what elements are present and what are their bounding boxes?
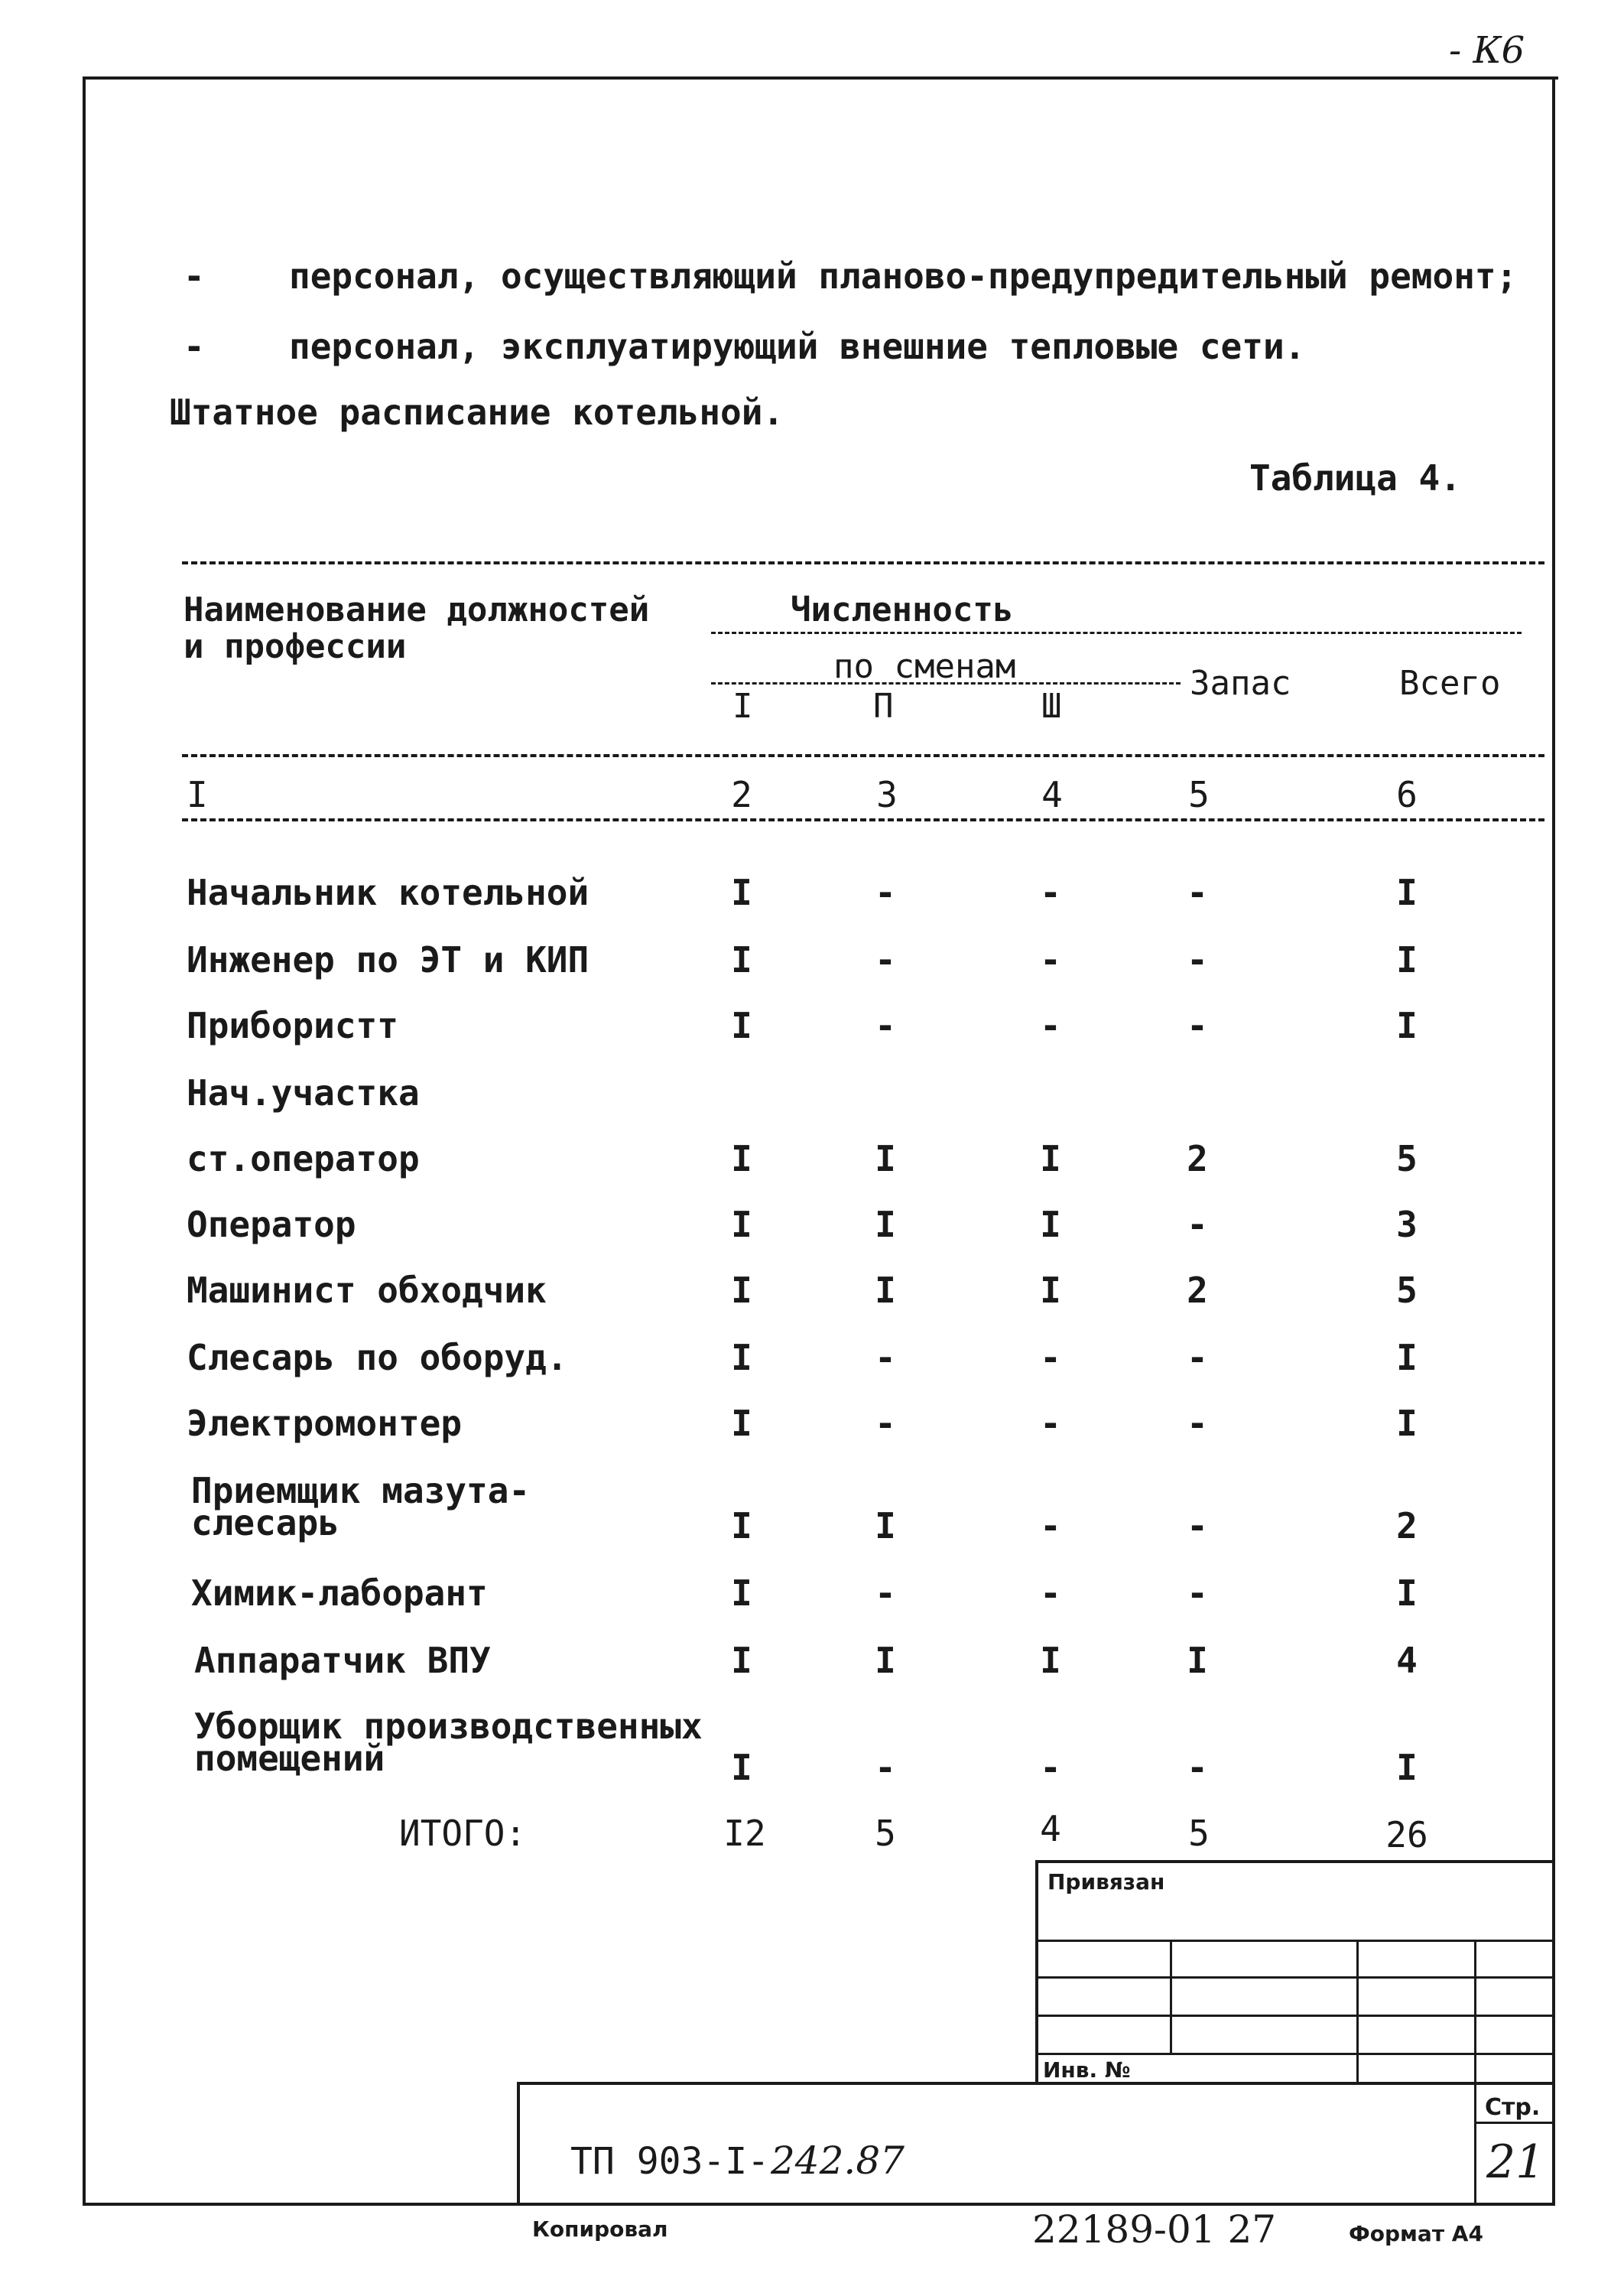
cell-total: I (1396, 1005, 1418, 1046)
total-shift-2: 5 (875, 1813, 896, 1854)
cell-shift-2: - (875, 1572, 896, 1614)
cell-reserve: 2 (1187, 1270, 1208, 1311)
cell-shift-1: I (731, 1640, 752, 1681)
col-number-3: 3 (876, 774, 898, 815)
total-shift-3: 4 (1040, 1808, 1061, 1849)
frame-left (83, 76, 86, 2204)
cell-shift-2: - (875, 1403, 896, 1444)
col-number-5: 5 (1188, 774, 1210, 815)
page-corner-mark: - К6 (1449, 29, 1525, 72)
row-name: Нач.участка (187, 1072, 420, 1114)
cell-shift-2: I (875, 1505, 896, 1546)
cell-reserve: - (1187, 1403, 1208, 1444)
header-col1-line2: и профессии (184, 627, 407, 666)
stamp-left (1035, 1860, 1038, 2082)
row-name: ст.оператор (187, 1138, 420, 1179)
cell-shift-2: - (875, 1747, 896, 1788)
stamp-inv: Инв. № (1043, 2057, 1131, 2083)
frame-right (1552, 76, 1555, 2204)
col-number-rule (182, 818, 1544, 821)
stamp-vgrid-1 (1170, 1940, 1172, 2053)
page-label-divider (1474, 2122, 1552, 2124)
total-reserve: 5 (1188, 1813, 1210, 1854)
footer-format: Формат А4 (1349, 2221, 1483, 2246)
cell-total: 5 (1396, 1138, 1418, 1179)
cell-total: 2 (1396, 1505, 1418, 1546)
cell-reserve: - (1187, 1747, 1208, 1788)
cell-total: 3 (1396, 1204, 1418, 1245)
cell-shift-2: - (875, 939, 896, 981)
bullet-1: - (184, 255, 205, 297)
bullet-2: - (184, 326, 205, 367)
cell-shift-2: I (875, 1640, 896, 1681)
cell-shift-2: I (875, 1138, 896, 1179)
cell-reserve: 2 (1187, 1138, 1208, 1179)
intro-line-2: персонал, эксплуатирующий внешние тепловые сети. (289, 326, 1306, 367)
doc-number-printed: ТП 903-I- (570, 2140, 770, 2183)
stamp-vgrid-3 (1474, 1940, 1476, 2203)
cell-total: I (1396, 939, 1418, 981)
row-name: Химик-лаборант (191, 1572, 488, 1614)
cell-reserve: I (1187, 1640, 1208, 1681)
main-stamp-top (517, 2082, 1552, 2085)
cell-shift-3: - (1040, 1747, 1061, 1788)
col-number-2: 2 (731, 774, 752, 815)
header-shift-3: Ш (1041, 687, 1062, 726)
row-name: Оператор (187, 1204, 356, 1245)
cell-shift-3: - (1040, 1403, 1061, 1444)
header-col1-line1: Наименование должностей (184, 590, 650, 629)
cell-total: I (1396, 1572, 1418, 1614)
cell-total: I (1396, 1337, 1418, 1378)
cell-total: 5 (1396, 1270, 1418, 1311)
row-name: Слесарь по оборуд. (187, 1337, 568, 1378)
cell-shift-1: I (731, 939, 752, 981)
cell-shift-1: I (731, 1505, 752, 1546)
cell-reserve: - (1187, 1005, 1208, 1046)
header-group: Численность (791, 590, 1014, 629)
stamp-vgrid-2 (1356, 1940, 1359, 2082)
page-number: 21 (1486, 2135, 1545, 2189)
row-name: Прибористт (187, 1005, 398, 1046)
footer-kopiroval: Копировал (532, 2216, 668, 2242)
total-total: 26 (1385, 1814, 1428, 1855)
cell-shift-3: - (1040, 1005, 1061, 1046)
col-number-6: 6 (1396, 774, 1418, 815)
cell-reserve: - (1187, 1572, 1208, 1614)
cell-shift-3: - (1040, 939, 1061, 981)
cell-reserve: - (1187, 872, 1208, 913)
header-subgroup: по сменам (833, 647, 1016, 686)
cell-shift-3: I (1040, 1270, 1061, 1311)
cell-shift-1: I (731, 1005, 752, 1046)
row-name: Машинист обходчик (187, 1270, 547, 1311)
cell-total: I (1396, 1403, 1418, 1444)
cell-shift-3: - (1040, 1572, 1061, 1614)
header-subgroup-rule (711, 682, 1181, 685)
header-group-rule (711, 632, 1522, 634)
cell-shift-2: I (875, 1204, 896, 1245)
frame-top (83, 76, 1558, 80)
intro-line-3: Штатное расписание котельной. (170, 392, 784, 433)
row-name-line-1: Приемщик мазута- (191, 1470, 531, 1511)
header-reserve: Запас (1190, 664, 1291, 703)
cell-shift-3: I (1040, 1640, 1061, 1681)
cell-shift-2: - (875, 1005, 896, 1046)
cell-shift-3: - (1040, 872, 1061, 913)
cell-reserve: - (1187, 1337, 1208, 1378)
cell-shift-3: - (1040, 1505, 1061, 1546)
cell-shift-2: - (875, 872, 896, 913)
table-top-rule (182, 561, 1544, 564)
main-stamp-left (517, 2082, 520, 2203)
cell-total: I (1396, 1747, 1418, 1788)
row-name-line-1: Уборщик производственных (194, 1706, 703, 1747)
total-label: ИТОГО: (399, 1813, 527, 1854)
cell-shift-1: I (731, 1204, 752, 1245)
page-label: Стр. (1485, 2094, 1541, 2121)
row-name: Аппаратчик ВПУ (194, 1640, 491, 1681)
cell-shift-1: I (731, 872, 752, 913)
row-name: Инженер по ЭТ и КИП (187, 939, 590, 981)
header-shift-2: П (873, 687, 894, 726)
cell-shift-3: - (1040, 1337, 1061, 1378)
header-bottom-rule (182, 754, 1544, 757)
cell-shift-1: I (731, 1403, 752, 1444)
total-shift-1: I2 (723, 1813, 766, 1854)
cell-shift-1: I (731, 1270, 752, 1311)
intro-line-1: персонал, осуществляющий планово-предупредительный ремонт; (289, 255, 1518, 297)
row-name-line-2: слесарь (191, 1502, 339, 1543)
cell-total: I (1396, 872, 1418, 913)
row-name-line-2: помещений (194, 1738, 385, 1779)
stamp-privyazan: Привязан (1047, 1869, 1165, 1894)
col-number-4: 4 (1041, 774, 1063, 815)
frame-bottom (83, 2203, 1555, 2206)
cell-shift-3: I (1040, 1138, 1061, 1179)
cell-reserve: - (1187, 1204, 1208, 1245)
cell-shift-1: I (731, 1138, 752, 1179)
footer-order-number: 22189-01 27 (1032, 2207, 1277, 2252)
header-shift-1: I (732, 687, 753, 726)
cell-shift-3: I (1040, 1204, 1061, 1245)
doc-number-hand: 242.87 (771, 2138, 905, 2183)
header-total: Всего (1399, 664, 1501, 703)
row-name: Начальник котельной (187, 872, 590, 913)
cell-shift-2: I (875, 1270, 896, 1311)
cell-shift-1: I (731, 1572, 752, 1614)
cell-reserve: - (1187, 1505, 1208, 1546)
cell-total: 4 (1396, 1640, 1418, 1681)
col-number-1: I (187, 774, 208, 815)
cell-shift-1: I (731, 1747, 752, 1788)
stamp-top (1035, 1860, 1552, 1863)
table-caption: Таблица 4. (1249, 457, 1461, 499)
cell-shift-2: - (875, 1337, 896, 1378)
cell-shift-1: I (731, 1337, 752, 1378)
row-name: Электромонтер (187, 1403, 463, 1444)
cell-reserve: - (1187, 939, 1208, 981)
